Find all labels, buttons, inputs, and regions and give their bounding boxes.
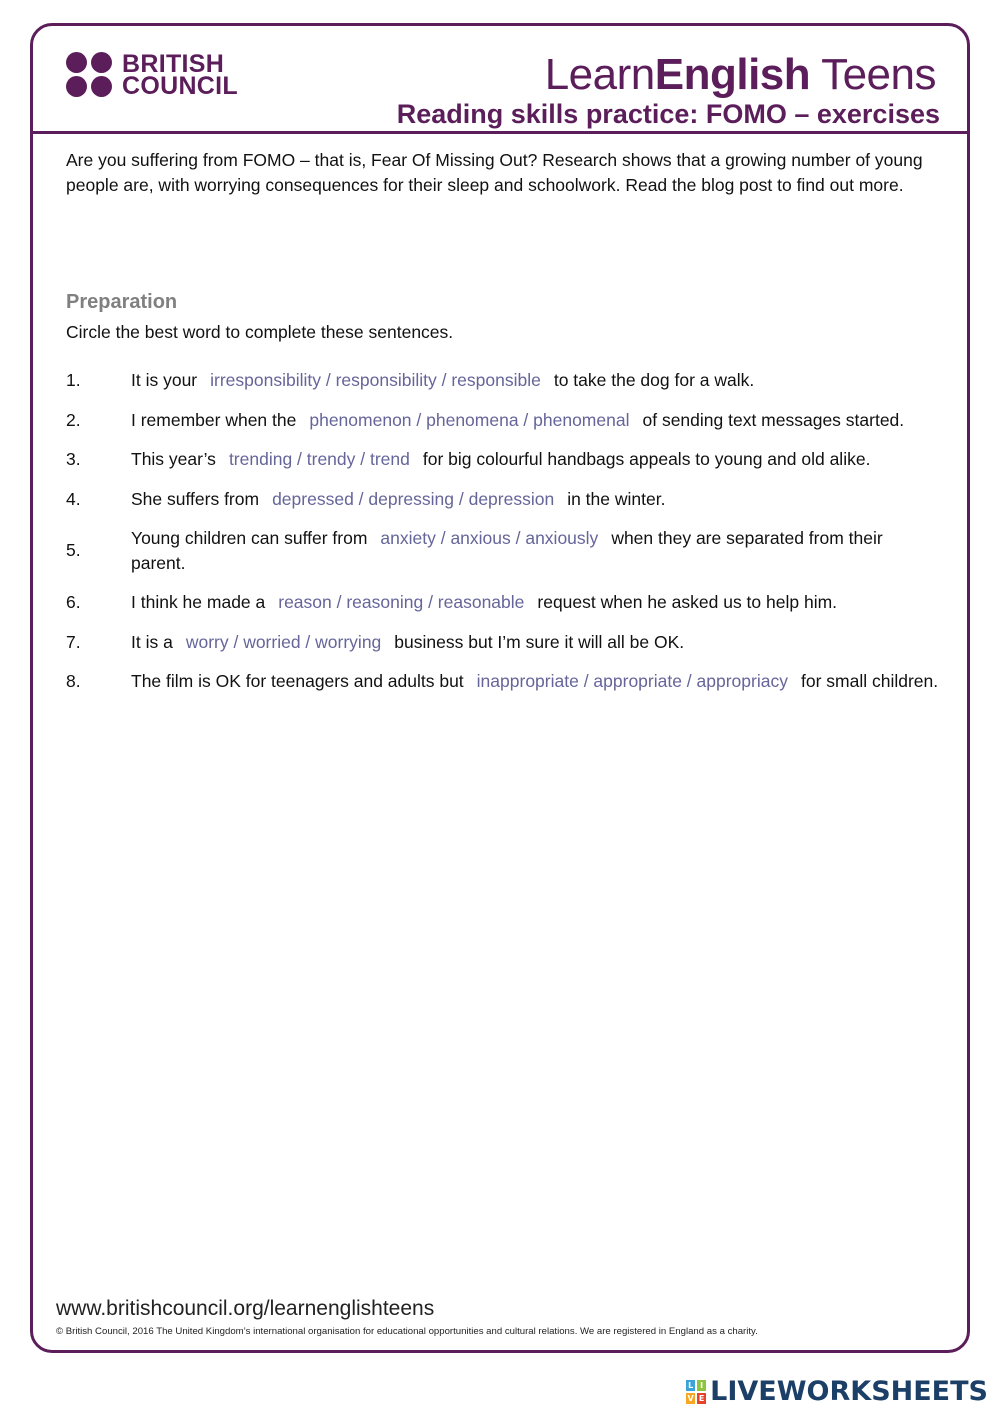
question-text-after: for big colourful handbags appeals to young and old alike. (422, 449, 871, 469)
footer-url[interactable]: www.britishcouncil.org/learnenglishteens (56, 1297, 435, 1320)
liveworksheets-text: LIVEWORKSHEETS (710, 1376, 988, 1407)
footer-copyright: © British Council, 2016 The United Kingdom’s international organisation for educational opportunities and cultural relations. We are registered in England as a charity. (56, 1326, 758, 1337)
brand-teens: Teens (810, 50, 936, 99)
question-text-after: of sending text messages started. (642, 409, 905, 430)
answer-choices[interactable]: irresponsibility / responsibility / responsible (210, 370, 541, 390)
instruction-text: Circle the best word to complete these sentences. (66, 322, 454, 342)
header-divider (30, 131, 970, 134)
answer-choices[interactable]: trending / trendy / trend (228, 449, 410, 469)
question-text-before: I think he made a (131, 592, 266, 612)
lw-cell: V (687, 1393, 694, 1403)
question-text-before: This year’s (131, 449, 216, 469)
british-council-logo (66, 49, 238, 100)
question-number: 2. (66, 409, 81, 430)
question-item (66, 669, 940, 694)
question-item (66, 630, 940, 655)
logo-dots-icon (66, 52, 113, 97)
question-item (66, 590, 940, 615)
answer-choices[interactable]: anxiety / anxious / anxiously (380, 528, 599, 548)
lw-cell: L (688, 1380, 694, 1390)
logo-line-2: COUNCIL (122, 71, 238, 100)
question-text-after: for small children. (800, 671, 939, 691)
page-title: Reading skills practice: FOMO – exercises (396, 99, 940, 129)
question-text-after: business but I’m sure it will all be OK. (394, 631, 685, 652)
answer-choices[interactable]: depressed / depressing / depression (272, 488, 555, 509)
answer-choices[interactable]: worry / worried / worrying (185, 631, 382, 652)
question-number: 1. (66, 370, 81, 390)
logo-line-1: BRITISH (122, 49, 225, 78)
question-text-after: request when he asked us to help him. (537, 592, 838, 612)
question-item (66, 487, 940, 512)
question-number: 4. (66, 488, 81, 509)
question-number: 7. (66, 631, 81, 652)
question-item (66, 368, 940, 393)
question-text-before: The film is OK for teenagers and adults but (131, 671, 464, 691)
question-item (66, 447, 940, 472)
question-text-before: Young children can suffer from (131, 528, 368, 548)
question-list (66, 368, 940, 709)
answer-choices[interactable]: inappropriate / appropriate / appropriacy (476, 671, 788, 691)
learnenglish-teens-brand (545, 50, 936, 100)
answer-choices[interactable]: phenomenon / phenomena / phenomenal (309, 409, 630, 430)
question-text-before: I remember when the (131, 409, 297, 430)
brand-english: English (654, 50, 811, 99)
question-text-after: in the winter. (567, 488, 666, 509)
answer-choices[interactable]: reason / reasoning / reasonable (278, 592, 525, 612)
question-text-before: It is your (131, 370, 198, 390)
question-number: 6. (66, 592, 81, 612)
lw-cell: I (697, 1380, 706, 1391)
brand-learn: Learn (544, 50, 655, 99)
intro-paragraph: Are you suffering from FOMO – that is, Fear Of Missing Out? Research shows that a growing number of young people are, with worrying consequences for their sleep and schoolwork. Read the blog post to find out more. (66, 150, 923, 195)
question-text-before: She suffers from (131, 488, 260, 509)
liveworksheets-logo (686, 1376, 988, 1407)
liveworksheets-grid-icon (686, 1380, 706, 1404)
question-number: 3. (66, 449, 81, 469)
question-item (66, 526, 940, 575)
question-number: 8. (66, 671, 81, 691)
question-text-after: to take the dog for a walk. (553, 370, 755, 390)
question-text-before: It is a (131, 631, 173, 652)
question-text-after: when they are separated from their parent. (131, 528, 883, 573)
section-heading: Preparation (66, 291, 178, 313)
lw-cell: E (698, 1393, 705, 1403)
question-item (66, 408, 940, 433)
question-number: 5. (66, 540, 81, 561)
